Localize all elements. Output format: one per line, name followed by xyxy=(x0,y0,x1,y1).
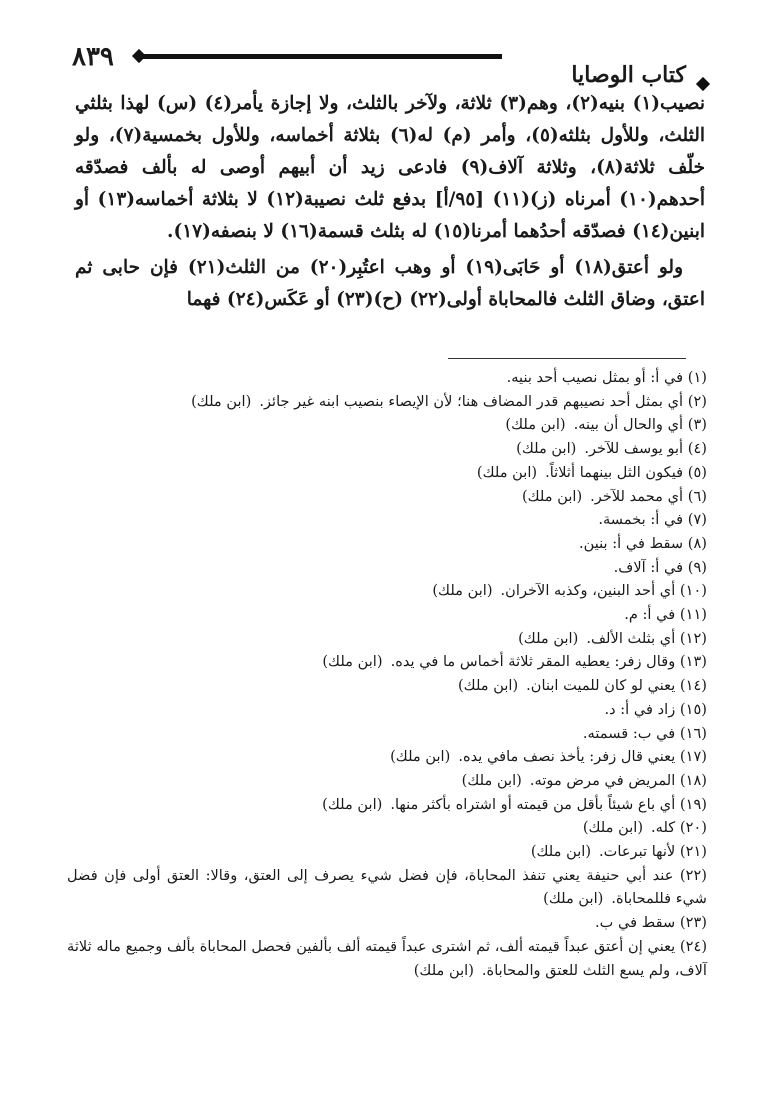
footnote-number: (٩) xyxy=(687,558,707,576)
footnote-text: في أ: آلاف. xyxy=(613,558,684,576)
footnote-text: في أ: بخمسة. xyxy=(598,511,684,529)
footnote-text: زاد في أ: د. xyxy=(604,700,676,718)
footnote-text: يعني إن أعتق عبداً قيمته ألف، ثم اشترى عبداً قيمته ألف بألفين فحصل المحاباة بألف وجميع ماله ثلاثة آلاف، ولم يسع الثلث للعتق والمحاباة. xyxy=(67,937,707,979)
footnote xyxy=(67,603,707,627)
footnote-number: (٢٣) xyxy=(679,914,707,932)
footnote xyxy=(67,366,707,390)
footnote-number: (٤) xyxy=(687,440,707,458)
page-header xyxy=(72,42,704,92)
footnote-text: أي بمثل أحد نصيبهم قدر المضاف هنا؛ لأن الإيصاء بنصيب ابنه غير جائز. xyxy=(259,392,684,410)
footnote xyxy=(67,508,707,532)
footnote xyxy=(67,911,707,935)
main-text xyxy=(75,88,705,320)
footnote xyxy=(67,793,707,817)
footnote xyxy=(67,840,707,864)
footnote-text: أي محمد للآخر. xyxy=(590,487,684,505)
footnote-number: (١٢) xyxy=(679,629,707,647)
footnote-text: سقط في أ: بنين. xyxy=(579,534,684,552)
footnote-source: (ابن ملك) xyxy=(518,629,579,647)
footnote-source: (ابن ملك) xyxy=(521,487,583,505)
footnote-number: (١٥) xyxy=(679,700,707,718)
footnote-source: (ابن ملك) xyxy=(516,440,577,458)
footnote xyxy=(67,745,707,769)
footnote-text: في أ: أو بمثل نصيب أحد بنيه. xyxy=(506,369,684,386)
footnote xyxy=(67,413,707,437)
footnote-number: (١٨) xyxy=(679,771,707,789)
footnote-number: (١٠) xyxy=(679,582,707,600)
footnote-text: كله. xyxy=(651,819,676,837)
footnote xyxy=(67,532,707,556)
footnote-number: (٢) xyxy=(687,392,707,410)
footnote-source: (ابن ملك) xyxy=(505,416,566,434)
footnote-text: أي باع شيئاً بأقل من قيمته أو اشتراه بأكثر منها. xyxy=(390,795,676,813)
footnote-number: (٢٤) xyxy=(679,937,708,955)
footnote-separator xyxy=(448,358,686,359)
main-paragraph: ولو أعتق(١٨) أو حَابَى(١٩) أو وهب اعتُبِر(٢٠) من الثلث(٢١) فإن حابى ثم اعتق، وضاق الثلث فالمحاباة أولى(٢٢) (ح)(٢٣) أو عَكَس(٢٤) فهما xyxy=(75,257,705,310)
footnote-source: (ابن ملك) xyxy=(543,890,604,908)
footnote xyxy=(67,698,707,722)
footnote-number: (٢١) xyxy=(679,843,707,861)
footnote-source: (ابن ملك) xyxy=(476,463,538,481)
footnote-text: أي والحال أن بينه. xyxy=(573,416,684,434)
footnotes xyxy=(67,366,707,982)
footnote-source: (ابن ملك) xyxy=(457,677,519,695)
footnote-text: فيكون الثل بينهما أثلاثاً. xyxy=(545,463,684,481)
footnote-number: (٣) xyxy=(687,416,707,434)
footnote xyxy=(67,864,707,911)
footnote-number: (٧) xyxy=(687,511,707,529)
footnote-source: (ابن ملك) xyxy=(530,843,592,861)
footnote-source: (ابن ملك) xyxy=(322,795,383,813)
footnote-source: (ابن ملك) xyxy=(461,771,522,789)
footnote-text: في ب: قسمته. xyxy=(582,724,676,742)
footnote-number: (٦) xyxy=(687,487,707,505)
footnote-text: أي أحد البنين، وكذبه الآخران. xyxy=(500,582,676,600)
footnote xyxy=(67,437,707,461)
header-rule xyxy=(142,54,502,59)
footnote-text: عند أبي حنيفة يعني تنفذ المحاباة، فإن فضل شيء يصرف إلى العتق، وقالا: العتق أولى فإن فضل شيء فللمحاباة. xyxy=(67,866,707,908)
footnote xyxy=(67,650,707,674)
footnote xyxy=(67,556,707,580)
page-number: ٨٣٩ xyxy=(72,42,114,72)
footnote-source: (ابن ملك) xyxy=(191,392,252,410)
footnote-number: (١٧) xyxy=(679,748,707,766)
footnote-text: في أ: م. xyxy=(624,606,676,624)
footnote-source: (ابن ملك) xyxy=(432,582,493,600)
footnote-text: أي بثلث الألف. xyxy=(586,629,676,647)
footnote xyxy=(67,627,707,651)
footnote-source: (ابن ملك) xyxy=(413,961,474,979)
main-paragraph: نصيب(١) بنيه(٢)، وهم(٣) ثلاثة، ولآخر بالثلث، ولا إجازة يأمر(٤) (س) لهذا بثلثي الثلث، وللأول بثلثه(٥)، وأمر (م) له(٦) بثلاثة أخماسه، وللأول بخمسية(٧)، ولو خلّف ثلاثة(٨)، وثلاثة آلاف(٩) فادعى زيد أن أبيهم أوصى له بألف فصدّقه أحدهم(١٠) أمرناه (ز)(١١) [٩٥/أ] بدفع ثلث نصيبة(١٢) لا بثلاثة أخماسه(١٣) أو ابنين(١٤) فصدّقه أحدُهما أمرنا(١٥) له بثلث قسمة(١٦) لا بنصفه(١٧). xyxy=(75,93,706,242)
footnote xyxy=(67,816,707,840)
footnote-number: (٢٠) xyxy=(679,819,707,837)
footnote-source: (ابن ملك) xyxy=(582,819,644,837)
footnote-number: (١٤) xyxy=(679,677,707,695)
footnote-source: (ابن ملك) xyxy=(322,653,383,671)
footnote xyxy=(67,769,707,793)
book-title: كتاب الوصايا xyxy=(571,62,686,88)
footnote-text: لأنها تبرعات. xyxy=(599,843,676,861)
footnote-number: (١٣) xyxy=(679,653,707,671)
footnote-number: (٢٢) xyxy=(679,866,707,884)
footnote xyxy=(67,390,707,414)
footnote-number: (١) xyxy=(687,369,707,386)
footnote-text: يعني لو كان للميت ابنان. xyxy=(526,677,676,695)
footnote xyxy=(67,579,707,603)
footnote xyxy=(67,935,707,982)
footnote-text: أبو يوسف للآخر. xyxy=(584,440,684,458)
footnote-number: (١١) xyxy=(679,606,707,624)
footnote-number: (٥) xyxy=(687,463,707,481)
footnote xyxy=(67,674,707,698)
footnote-source: (ابن ملك) xyxy=(390,748,451,766)
footnote-text: يعني قال زفر: يأخذ نصف مافي يده. xyxy=(458,748,676,766)
footnote-number: (١٦) xyxy=(679,724,707,742)
footnote-text: سقط في ب. xyxy=(595,914,676,932)
footnote-text: وقال زفر: يعطيه المقر ثلاثة أخماس ما في يده. xyxy=(390,653,676,671)
footnote xyxy=(67,461,707,485)
footnote-number: (٨) xyxy=(687,534,707,552)
footnote xyxy=(67,722,707,746)
footnote-text: المريض في مرض موته. xyxy=(529,771,676,789)
footnote xyxy=(67,485,707,509)
footnote-number: (١٩) xyxy=(679,795,707,813)
